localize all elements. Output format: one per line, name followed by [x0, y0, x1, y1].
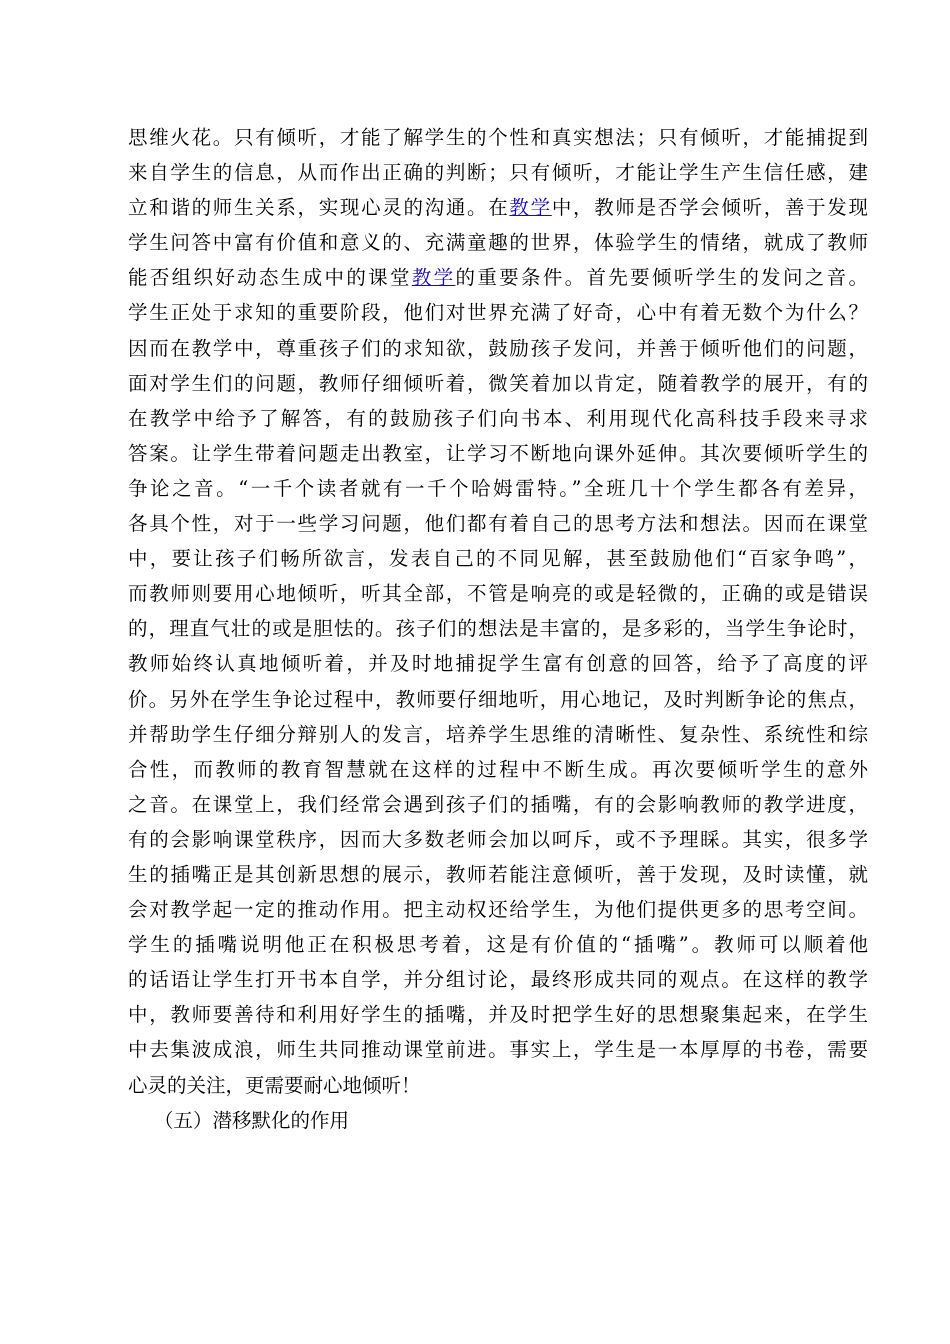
teaching-link[interactable]: 教学 [509, 196, 552, 220]
text-segment: （五）潜移默化的作用 [154, 1108, 350, 1132]
text-line [128, 436, 868, 471]
text-segment: 教师始终认真地倾听着，并及时地捕捉学生富有创意的回答，给予了高度的评 [128, 652, 868, 676]
text-segment: 生的插嘴正是其创新思想的展示，教师若能注意倾听，善于发现，及时读懂，就 [128, 862, 868, 886]
text-line [128, 120, 868, 155]
text-line [128, 927, 868, 962]
text-line [128, 155, 868, 190]
text-segment: 会对教学起一定的推动作用。把主动权还给学生，为他们提供更多的思考空间。 [128, 898, 868, 922]
text-segment: 思维火花。只有倾听，才能了解学生的个性和真实想法；只有倾听，才能捕捉到 [128, 126, 868, 149]
text-segment: 的重要条件。首先要倾听学生的发问之音。 [455, 266, 868, 290]
text-line [128, 471, 868, 506]
text-line [128, 611, 868, 646]
text-segment: 在教学中给予了解答，有的鼓励孩子们向书本、利用现代化高科技手段来寻求 [128, 406, 868, 430]
text-line [128, 366, 868, 401]
text-segment: 心灵的关注，更需要耐心地倾听！ [128, 1073, 421, 1097]
text-line [128, 506, 868, 541]
section-heading [128, 1103, 868, 1138]
text-line [128, 225, 868, 260]
text-line [128, 541, 868, 576]
text-line [128, 401, 868, 436]
text-line [128, 1068, 868, 1103]
text-line [128, 331, 868, 366]
text-line [128, 190, 868, 225]
text-segment: 争论之音。“一千个读者就有一千个哈姆雷特。”全班几十个学生都各有差异， [128, 476, 868, 500]
text-line [128, 1032, 868, 1067]
text-segment: 中，要让孩子们畅所欲言，发表自己的不同见解，甚至鼓励他们“百家争鸣”， [128, 547, 868, 571]
text-line [128, 787, 868, 822]
text-segment: 立和谐的师生关系，实现心灵的沟通。在 [128, 196, 510, 220]
teaching-link[interactable]: 教学 [411, 266, 456, 290]
text-segment: 因而在教学中，尊重孩子们的求知欲，鼓励孩子发问，并善于倾听他们的问题， [128, 336, 868, 360]
text-segment: 面对学生们的问题，教师仔细倾听着，微笑着加以肯定，随着教学的展开，有的 [128, 371, 868, 395]
text-line [128, 962, 868, 997]
text-segment: 学生的插嘴说明他正在积极思考着，这是有价值的“插嘴”。教师可以顺着他 [128, 933, 868, 957]
text-segment: 而教师则要用心地倾听，听其全部，不管是响亮的或是轻微的，正确的或是错误 [128, 582, 868, 606]
text-line [128, 892, 868, 927]
text-line [128, 857, 868, 892]
text-line [128, 295, 868, 330]
text-segment: 合性，而教师的教育智慧就在这样的过程中不断生成。再次要倾听学生的意外 [128, 757, 868, 781]
text-segment: 学生问答中富有价值和意义的、充满童趣的世界，体验学生的情绪，就成了教师 [128, 231, 868, 255]
text-line [128, 752, 868, 787]
text-segment: 的话语让学生打开书本自学，并分组讨论，最终形成共同的观点。在这样的教学 [128, 968, 868, 992]
text-segment: 各具个性，对于一些学习问题，他们都有着自己的思考方法和想法。因而在课堂 [128, 512, 868, 536]
text-line [128, 997, 868, 1032]
body-text [128, 120, 868, 1138]
text-segment: 能否组织好动态生成中的课堂 [128, 266, 412, 290]
text-segment: 价。另外在学生争论过程中，教师要仔细地听，用心地记，及时判断争论的焦点， [128, 687, 868, 711]
text-segment: 的，理直气壮的或是胆怯的。孩子们的想法是丰富的，是多彩的，当学生争论时， [128, 617, 868, 641]
text-line [128, 717, 868, 752]
text-line [128, 646, 868, 681]
text-segment: 来自学生的信息，从而作出正确的判断；只有倾听，才能让学生产生信任感，建 [128, 161, 868, 185]
text-line [128, 260, 868, 295]
text-segment: 有的会影响课堂秩序，因而大多数老师会加以呵斥，或不予理睬。其实，很多学 [128, 827, 868, 851]
text-line [128, 682, 868, 717]
text-segment: 中，教师要善待和利用好学生的插嘴，并及时把学生好的思想聚集起来，在学生 [128, 1003, 868, 1027]
text-segment: 学生正处于求知的重要阶段，他们对世界充满了好奇，心中有着无数个为什么？ [128, 301, 868, 325]
text-segment: 并帮助学生仔细分辩别人的发言，培养学生思维的清晰性、复杂性、系统性和综 [128, 722, 868, 746]
text-segment: 中，教师是否学会倾听，善于发现 [551, 196, 868, 220]
text-line [128, 822, 868, 857]
text-segment: 之音。在课堂上，我们经常会遇到孩子们的插嘴，有的会影响教师的教学进度， [128, 792, 868, 816]
text-segment: 中去集波成浪，师生共同推动课堂前进。事实上，学生是一本厚厚的书卷，需要 [128, 1038, 868, 1062]
text-segment: 答案。让学生带着问题走出教室，让学习不断地向课外延伸。其次要倾听学生的 [128, 441, 868, 465]
text-line [128, 576, 868, 611]
